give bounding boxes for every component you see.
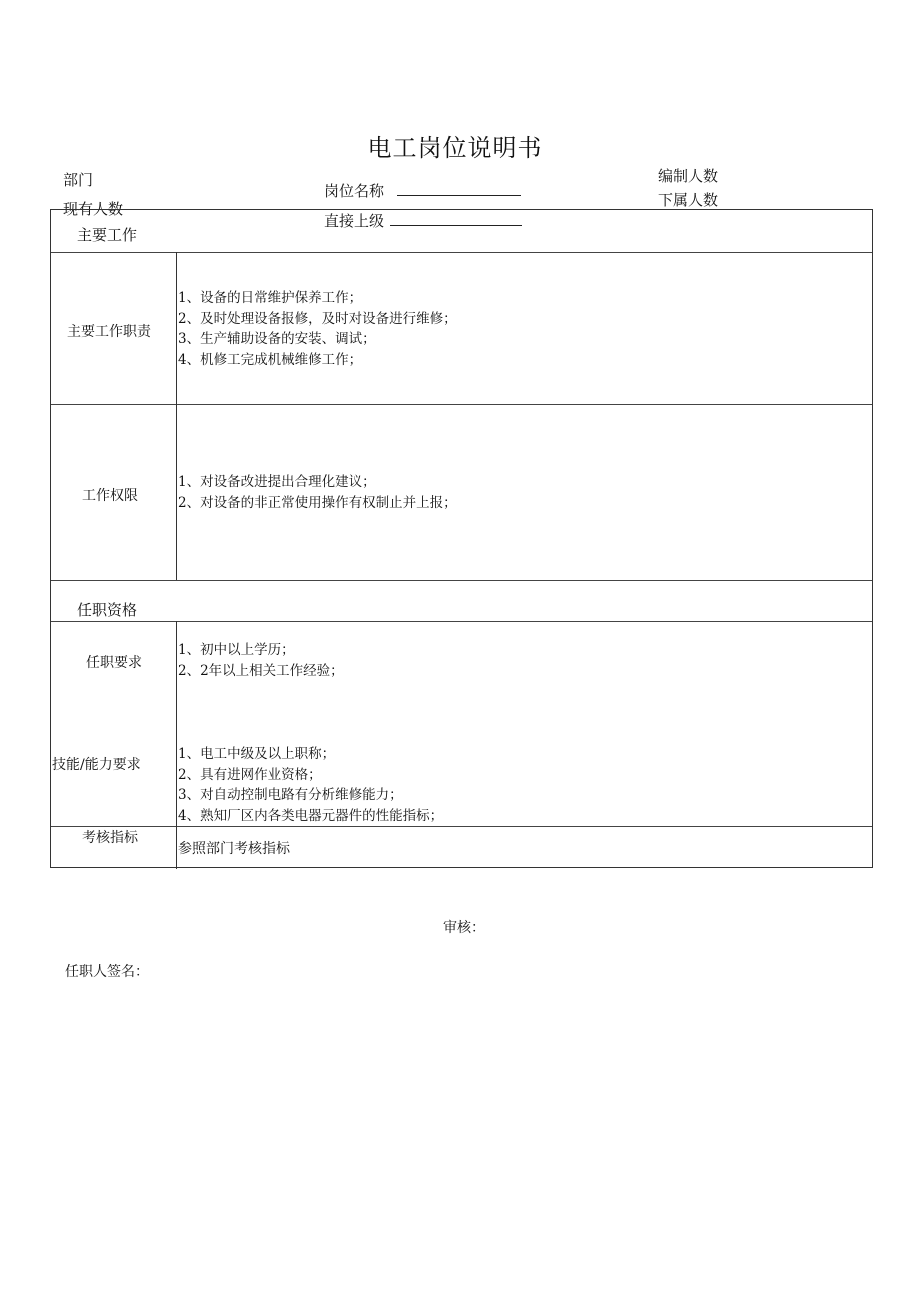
skill-item: 3、对自动控制电路有分析维修能力； bbox=[178, 787, 403, 803]
staff-quota-label: 编制人数 bbox=[658, 167, 719, 185]
skills-list bbox=[178, 744, 443, 826]
row-divider bbox=[51, 580, 872, 581]
authority-list bbox=[178, 472, 457, 513]
duties-list bbox=[178, 288, 457, 370]
row-divider bbox=[51, 826, 872, 827]
duty-item: 1、设备的日常维护保养工作； bbox=[178, 290, 363, 306]
skills-label: 技能/能力要求 bbox=[52, 757, 141, 773]
qualification-section-heading: 任职资格 bbox=[77, 601, 138, 619]
authority-item: 1、对设备改进提出合理化建议； bbox=[178, 474, 376, 490]
position-name-label: 岗位名称 bbox=[324, 182, 385, 200]
document-title: 电工岗位说明书 bbox=[367, 134, 543, 162]
skill-item: 1、电工中级及以上职称； bbox=[178, 746, 336, 762]
row-divider bbox=[51, 404, 872, 405]
position-name-blank[interactable] bbox=[397, 181, 521, 196]
row-divider bbox=[51, 621, 872, 622]
assessment-value: 参照部门考核指标 bbox=[178, 841, 290, 857]
department-label: 部门 bbox=[63, 171, 94, 189]
authority-label: 工作权限 bbox=[82, 488, 138, 504]
column-divider bbox=[176, 621, 177, 869]
row-divider bbox=[51, 252, 872, 253]
position-name-field bbox=[324, 180, 521, 201]
requirements-label: 任职要求 bbox=[86, 655, 142, 671]
requirements-list bbox=[178, 640, 344, 681]
current-staff-label: 现有人数 bbox=[63, 200, 124, 218]
authority-item: 2、对设备的非正常使用操作有权制止并上报； bbox=[178, 494, 457, 511]
direct-superior-label: 直接上级 bbox=[324, 212, 385, 230]
requirement-item: 2、2年以上相关工作经验； bbox=[178, 662, 344, 679]
duties-label: 主要工作职责 bbox=[67, 324, 151, 340]
signature-label: 任职人签名： bbox=[65, 964, 149, 980]
skill-item: 4、熟知厂区内各类电器元器件的性能指标； bbox=[178, 807, 444, 824]
skill-item: 2、具有进网作业资格； bbox=[178, 766, 322, 783]
review-label: 审核： bbox=[443, 920, 485, 936]
assessment-label: 考核指标 bbox=[82, 830, 138, 846]
column-divider bbox=[176, 252, 177, 580]
main-work-section-heading: 主要工作 bbox=[77, 226, 138, 244]
duty-item: 4、机修工完成机械维修工作； bbox=[178, 351, 363, 368]
requirement-item: 1、初中以上学历； bbox=[178, 642, 295, 658]
duty-item: 2、及时处理设备报修，及时对设备进行维修； bbox=[178, 310, 457, 327]
duty-item: 3、生产辅助设备的安装、调试； bbox=[178, 331, 376, 347]
job-description-table bbox=[50, 209, 873, 868]
subordinates-label: 下属人数 bbox=[658, 191, 719, 209]
